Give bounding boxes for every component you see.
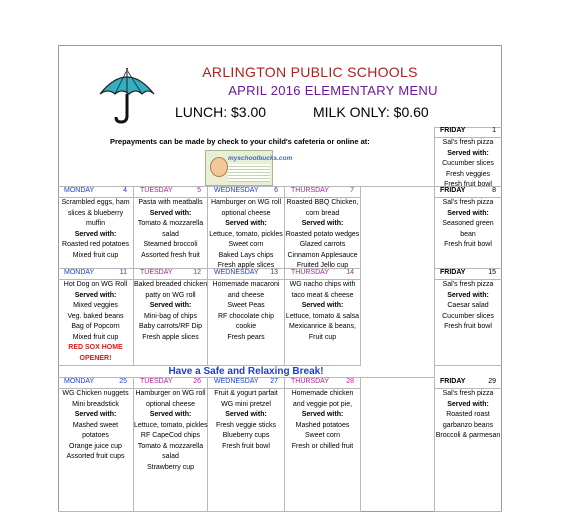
day-date: 6 [274,187,278,194]
menu-line: Blueberry cups [222,432,270,439]
day-name: THURSDAY [291,378,329,385]
menu-line: Roasted roast [446,411,490,418]
day-header [58,269,133,280]
menu-line: Fresh fruit bowl [444,181,492,188]
menu-line: Hamburger on WG roll [135,390,206,397]
friday-15-cell [434,269,502,366]
monday-4-cell [58,187,134,269]
menu-line: RF CapeCod chips [140,432,201,439]
tuesday-26-cell [134,378,208,512]
menu-title: APRIL 2016 ELEMENTARY MENU [228,83,438,98]
day-name: MONDAY [64,187,95,194]
menu-line: muffin [86,220,105,227]
menu-line: Baked Lays chips [218,251,274,259]
day-name: FRIDAY [440,269,466,276]
wednesday-27-cell [208,378,285,512]
menu-line: Roasted BBQ Chicken, [286,199,359,206]
menu-items [134,280,207,343]
menu-line: Sal's fresh pizza [442,199,494,206]
menu-line: Sweet corn [228,241,264,248]
tuesday-12-cell [134,269,208,366]
day-header [134,187,207,198]
day-date: 14 [346,269,354,276]
monday-11-cell [58,269,134,366]
day-header: FRIDAY 1 [434,127,502,138]
menu-items [134,198,207,261]
day-name: FRIDAY [440,378,466,385]
menu-line: Fresh apple slices [217,262,275,269]
day-header [208,187,284,198]
break-banner: Have a Safe and Relaxing Break! [58,366,434,378]
menu-line: slices & blueberry [67,209,124,217]
day-header [58,378,133,389]
menu-line: corn bread [305,209,340,217]
day-name: TUESDAY [140,187,173,194]
menu-line: WG nacho chips with [289,281,356,288]
menu-line: Cinnamon Applesauce [287,251,358,259]
menu-line: Served with: [447,291,489,299]
special-note: RED SOX HOME [68,344,123,351]
day-header [58,187,133,198]
logo-label: myschoolbucks.com [228,155,293,162]
menu-line: Fresh or chilled fruit [291,442,354,450]
menu-line: Mexicanrice & beans, [289,323,356,330]
day-date: 12 [193,269,201,276]
menu-line: Lettuce, tomato, pickles [209,230,283,238]
menu-line: Hot Dog on WG Roll [63,281,128,288]
menu-line: Fruit cup [308,333,337,341]
menu-line: taco meat & cheese [291,291,354,299]
menu-line: and veggie pot pie, [292,400,353,408]
menu-line: Cucumber slices [442,312,494,320]
menu-line: Sal's fresh pizza [442,139,494,146]
menu-line: Orange juice cup [69,442,122,450]
menu-line: Mashed potatoes [295,421,350,429]
menu-items [208,389,284,452]
menu-line: Fresh fruit bowl [444,241,492,248]
menu-line: Served with: [447,400,489,408]
menu-line: Served with: [225,411,267,418]
menu-line: Served with: [149,209,192,217]
tuesday-5-cell [134,187,208,269]
menu-line: Assorted fresh fruit [141,251,200,259]
menu-line: Sweet corn [304,432,341,439]
day-name: WEDNESDAY [214,269,259,276]
special-note: OPENER! [79,354,112,362]
menu-line: Served with: [447,209,489,217]
friday-1-cell [434,127,502,187]
menu-line: Served with: [74,411,117,418]
day-date: 29 [488,378,496,385]
menu-items [434,280,502,333]
menu-line: Roasted potato wedges [285,230,360,238]
day-date: 13 [270,269,278,276]
friday-8-cell [434,187,502,269]
menu-line: Mixed veggies [73,302,118,309]
menu-line: Served with: [301,302,344,309]
day-date: 28 [346,378,354,385]
menu-line: Mini-bag of chips [144,312,197,320]
day-name: WEDNESDAY [214,187,259,194]
day-date: 11 [119,269,127,276]
day-header [208,378,284,389]
price-line [175,104,429,120]
friday-29-cell [434,378,502,512]
menu-line: Lettuce, tomato, pickles [134,421,208,429]
day-name: TUESDAY [140,269,173,276]
thursday-28-cell [285,378,361,512]
day-name: THURSDAY [291,187,329,194]
menu-line: salad [162,230,179,238]
menu-line: Glazed carrots [299,241,346,248]
menu-line: Broccoli & parmesan [435,432,501,439]
menu-line: Sweet Peas [227,302,265,309]
menu-line: Steamed broccoli [143,241,198,248]
menu-line: Served with: [74,230,117,238]
menu-line: Served with: [301,411,344,418]
day-name: WEDNESDAY [214,378,259,385]
menu-line: Cucumber slices [442,160,494,167]
day-date: 15 [488,269,496,276]
menu-items [58,389,133,463]
menu-line: Sal's fresh pizza [442,281,494,288]
menu-line: Hamburger on WG roll [210,199,282,206]
menu-line: WG Chicken nuggets [62,390,129,397]
menu-line: Pasta with meatballs [138,199,203,206]
menu-line: Baked breaded chicken [134,281,208,288]
menu-line: Fresh fruit bowl [444,323,492,330]
menu-line: Served with: [447,149,489,157]
menu-items [434,389,502,442]
menu-line: and cheese [227,291,265,299]
menu-line: Lettuce, tomato & salsa [285,312,360,320]
school-name: ARLINGTON PUBLIC SCHOOLS [202,64,418,80]
menu-line: Served with: [74,291,117,299]
menu-line: Fresh pears [227,333,265,341]
monday-25-cell [58,378,134,512]
menu-line: Fresh veggies [446,170,490,178]
day-date: 7 [350,187,354,194]
menu-line: optional cheese [221,209,271,217]
day-header [134,378,207,389]
menu-line: Strawberry cup [146,463,195,471]
day-header [208,269,284,280]
menu-line: Fresh apple slices [142,333,199,341]
menu-line: Fresh fruit bowl [222,442,270,450]
menu-line: Served with: [149,411,192,418]
menu-line: Scrambled eggs, ham [61,199,130,206]
menu-line: potatoes [82,432,109,439]
menu-items [208,280,284,343]
wednesday-13-cell [208,269,285,366]
menu-line: Seasoned green [442,220,494,227]
menu-line: garbanzo beans [442,421,494,429]
menu-line: Sal's fresh pizza [442,390,494,397]
day-name: MONDAY [64,378,95,385]
day-name: MONDAY [64,269,95,276]
menu-line: Fresh veggie sticks [216,421,276,429]
menu-line: Mixed fruit cup [72,251,119,259]
menu-line: Homemade chicken [291,390,354,397]
menu-items [58,198,133,261]
umbrella-icon [98,66,156,126]
day-header [434,269,502,280]
day-header [285,378,360,389]
menu-items [285,389,360,452]
menu-line: Fruit & yogurt parfait [214,390,278,397]
myschoolbucks-logo[interactable] [205,150,293,186]
day-date: 26 [193,378,201,385]
menu-line: optional cheese [145,400,196,408]
prepay-text: Prepayments can be made by check to your child's cafeteria or online at: [110,137,370,146]
day-date: 8 [492,187,496,194]
menu-items [434,198,502,251]
menu-line: WG mini pretzel [221,400,271,408]
day-header [434,187,502,198]
day-name: FRIDAY [440,187,466,194]
menu-items [434,138,502,191]
menu-items [134,389,207,473]
menu-line: Homemade macaroni [212,281,280,288]
menu-line: cookie [235,323,257,330]
menu-line: salad [162,453,179,460]
menu-line: RF chocolate chip [217,312,275,320]
menu-line: Caesar salad [447,302,489,309]
menu-line: Fruited Jello cup [296,262,349,269]
menu-line: Roasted red potatoes [62,241,129,248]
menu-line: Bag of Popcorn [71,323,120,330]
menu-line: Served with: [149,302,192,309]
menu-line: Mashed sweet [72,421,119,429]
menu-items [285,198,360,272]
milk-price: MILK ONLY: $0.60 [313,104,429,120]
menu-line: Tomato & mozzarella [137,220,204,227]
day-name: THURSDAY [291,269,329,276]
menu-items [285,280,360,343]
day-date: 25 [119,378,127,385]
menu-line: Veg. baked beans [67,312,124,320]
menu-items [208,198,284,272]
menu-line: Served with: [301,220,344,227]
mascot-icon [210,157,228,177]
day-header [285,269,360,280]
menu-line: Tomato & mozzarella [137,442,204,450]
logo-lines [228,164,270,182]
day-date: 27 [270,378,278,385]
menu-line: patty on WG roll [145,291,196,299]
menu-line: Served with: [225,220,267,227]
day-header [434,378,502,389]
day-header [285,187,360,198]
menu-line: Assorted fruit cups [66,453,125,460]
day-name: TUESDAY [140,378,173,385]
lunch-price: LUNCH: $3.00 [175,104,267,120]
menu-items [58,280,133,364]
menu-line: bean [460,230,476,238]
day-header [134,269,207,280]
wednesday-6-cell [208,187,285,269]
day-date: 4 [123,187,127,194]
thursday-14-cell [285,269,361,366]
day-date: 5 [197,187,201,194]
menu-line: Mini breadstick [72,400,119,408]
menu-line: Baby carrots/RF Dip [138,323,203,330]
menu-line: Mixed fruit cup [72,333,119,341]
thursday-7-cell [285,187,361,269]
